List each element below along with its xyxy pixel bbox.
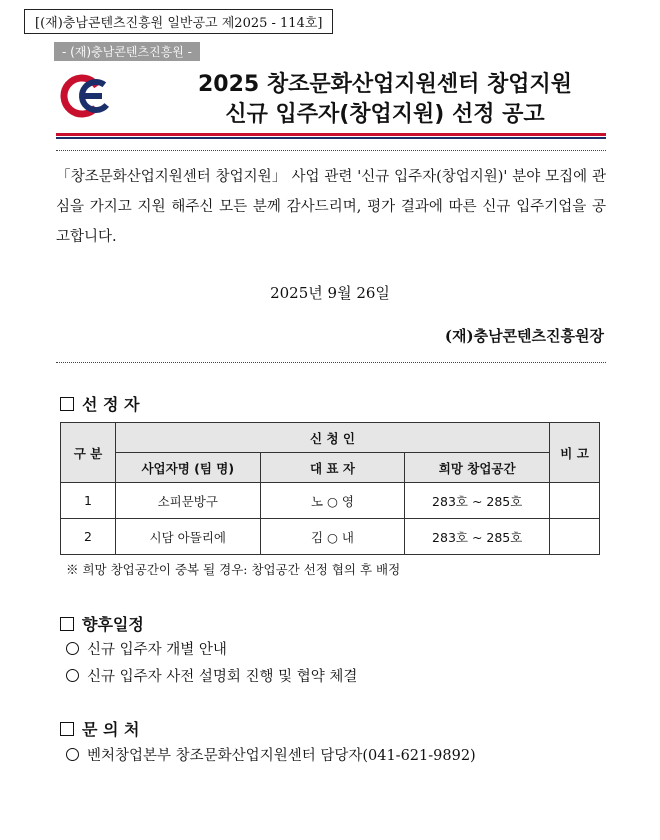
list-item [66, 665, 357, 686]
notice-number: [(재)충남콘텐츠진흥원 일반공고 제2025 - 114호] [24, 9, 333, 34]
space: 283호 ~ 285호 [405, 483, 550, 519]
checkbox-square-icon [60, 617, 74, 631]
notice-date: 2025년 9월 26일 [270, 284, 390, 302]
remarks [550, 519, 600, 555]
circle-bullet-icon [66, 669, 79, 682]
section-contact-heading [60, 717, 140, 740]
list-item-text: 신규 입주자 사전 설명회 진행 및 협약 체결 [87, 669, 358, 685]
col-header-space: 희망 창업공간 [405, 453, 550, 483]
remarks [550, 483, 600, 519]
col-header-representative: 대 표 자 [260, 453, 405, 483]
list-item [66, 638, 227, 659]
representative: 김 ○ 내 [260, 519, 405, 555]
business-name: 시담 아뜰리에 [115, 519, 260, 555]
list-item [66, 744, 476, 765]
title-underline-red [56, 133, 606, 136]
col-header-category: 구 분 [61, 423, 116, 483]
col-header-business-name: 사업자명 (팀 명) [115, 453, 260, 483]
checkbox-square-icon [60, 397, 74, 411]
checkbox-square-icon [60, 722, 74, 736]
col-header-applicant: 신 청 인 [115, 423, 549, 453]
table-row [61, 519, 600, 555]
section-title: 향후일정 [82, 615, 144, 634]
divider [56, 362, 606, 363]
row-number: 2 [61, 519, 116, 555]
title-underline-navy [56, 137, 606, 139]
space: 283호 ~ 285호 [405, 519, 550, 555]
signer: (재)충남콘텐츠진흥원장 [444, 327, 604, 345]
section-title: 문 의 처 [82, 720, 140, 739]
section-schedule-heading [60, 612, 144, 635]
org-tag: - (재)충남콘텐츠진흥원 - [54, 42, 200, 61]
cc-logo-icon [60, 70, 118, 122]
table-row [61, 483, 600, 519]
title-line-2: 신규 입주자(창업지원) 선정 공고 [225, 102, 545, 127]
section-title: 선 정 자 [82, 395, 140, 414]
business-name: 소피문방구 [115, 483, 260, 519]
col-header-remarks: 비 고 [550, 423, 600, 483]
representative: 노 ○ 영 [260, 483, 405, 519]
circle-bullet-icon [66, 642, 79, 655]
list-item-text: 신규 입주자 개별 안내 [87, 642, 227, 658]
divider [56, 150, 606, 151]
circle-bullet-icon [66, 748, 79, 761]
title-line-1: 2025 창조문화산업지원센터 창업지원 [197, 72, 573, 97]
list-item-text: 벤처창업본부 창조문화산업지원센터 담당자(041-621-9892) [87, 748, 476, 764]
intro-paragraph: 「창조문화산업지원센터 창업지원」 사업 관련 '신규 입주자(창업지원)' 분야 모집에 관심을 가지고 지원 해주신 모든 분께 감사드리며, 평가 결과에 따른 신규 입주기업을 공고합니다. [56, 169, 606, 245]
row-number: 1 [61, 483, 116, 519]
section-selected-heading [60, 392, 140, 415]
table-note: ※ 희망 창업공간이 중복 될 경우: 창업공간 선정 협의 후 배정 [66, 562, 401, 577]
selection-table [60, 422, 600, 555]
page-title [130, 70, 640, 130]
